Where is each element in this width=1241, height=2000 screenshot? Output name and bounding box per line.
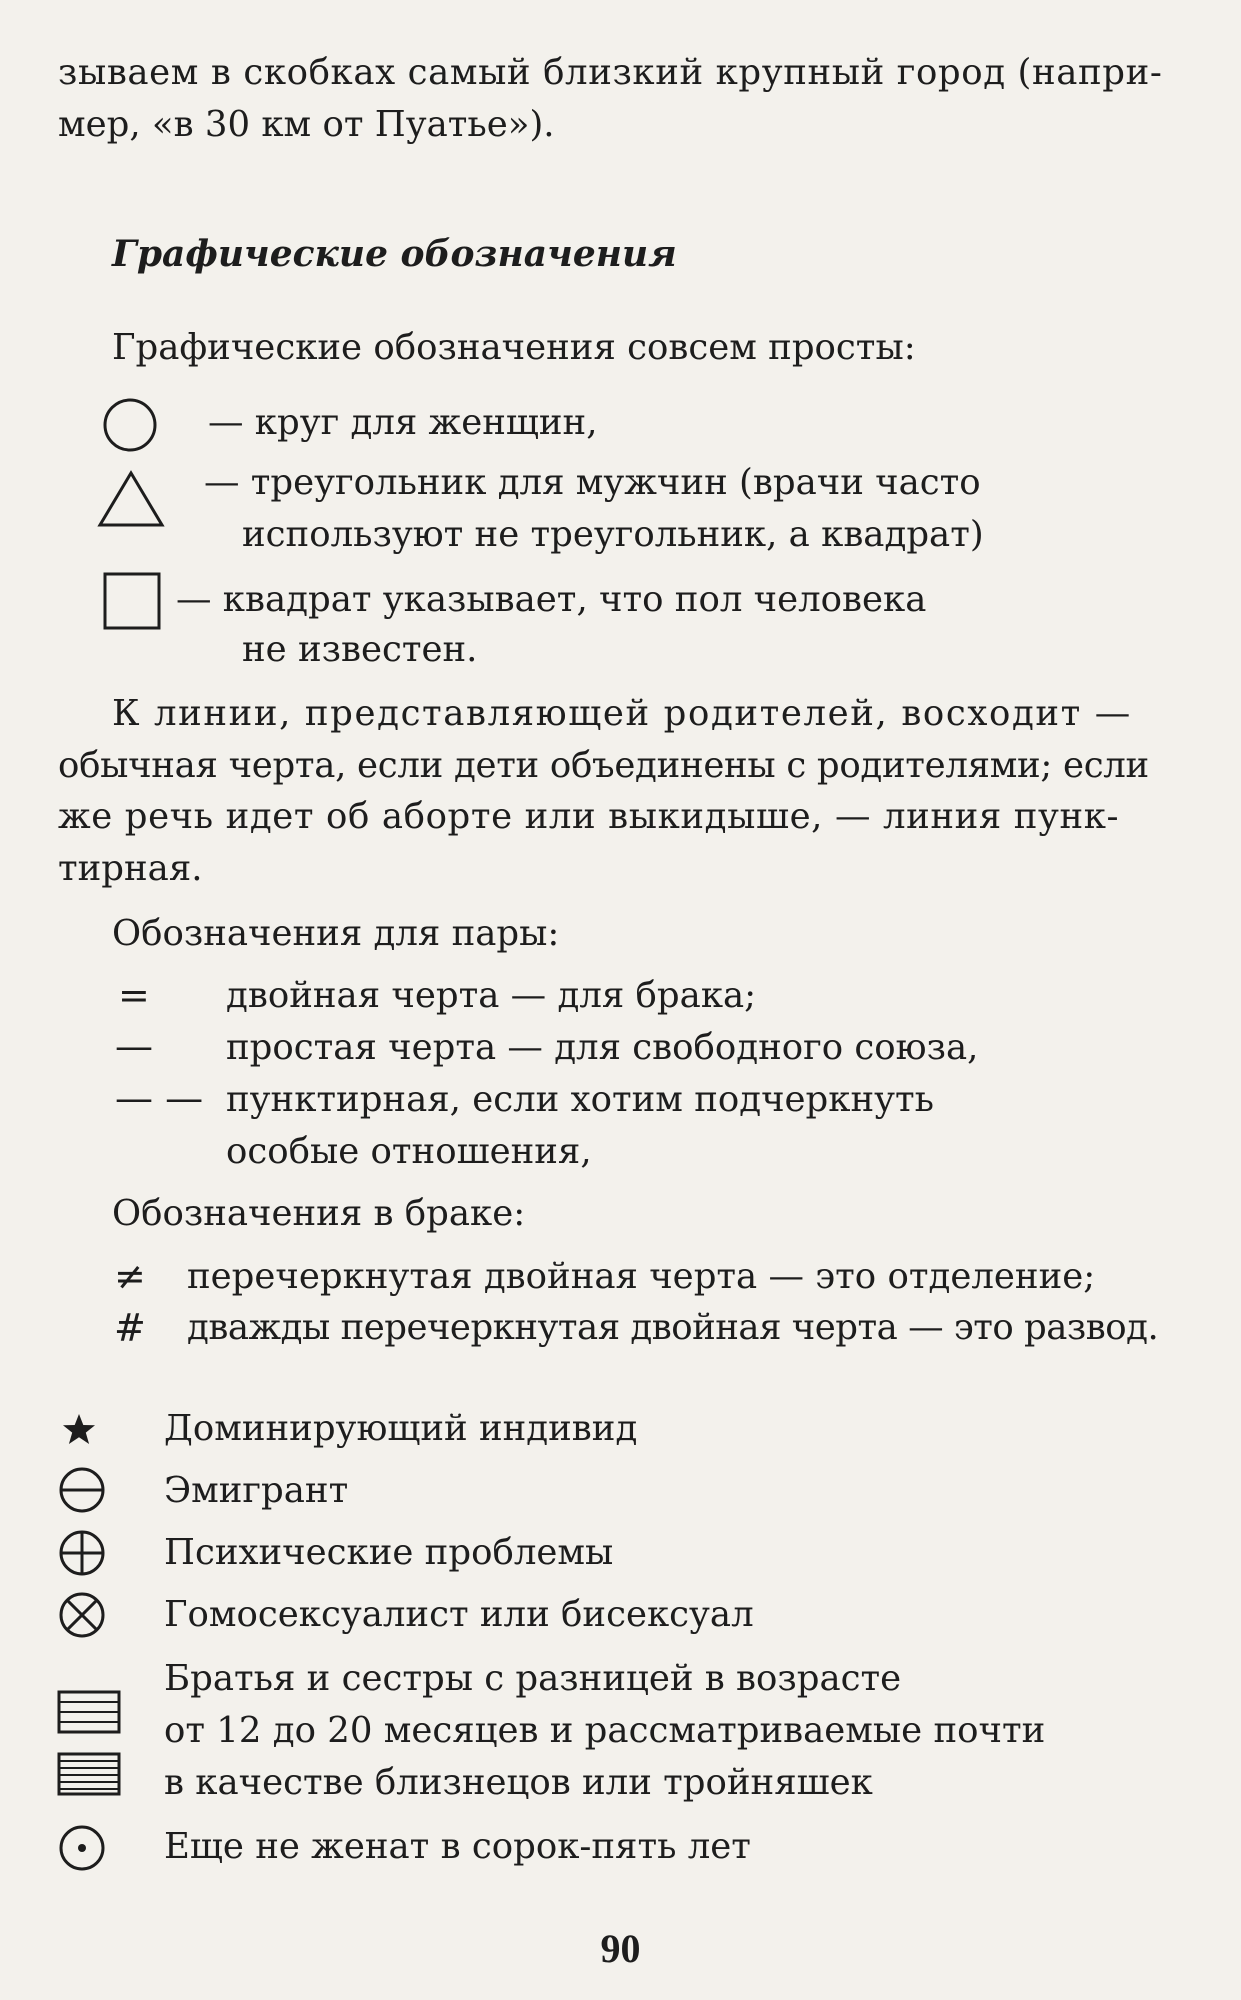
- separation-symbol: ≠: [114, 1254, 146, 1298]
- square-desc-1: — квадрат указывает, что пол человека: [176, 579, 927, 620]
- siblings-desc-3: в качестве близнецов или тройняшек: [164, 1762, 873, 1803]
- para-line-2: обычная черта, если дети объединены с родителями; если: [58, 745, 1149, 786]
- star-icon: [61, 1412, 97, 1446]
- dominant-desc: Доминирующий индивид: [164, 1408, 638, 1449]
- emigrant-desc: Эмигрант: [164, 1470, 349, 1511]
- single-line-desc: простая черта — для свободного союза,: [226, 1027, 979, 1068]
- psychic-problems-icon: [57, 1528, 107, 1578]
- psychic-problems-desc: Психические проблемы: [164, 1532, 614, 1573]
- triangle-desc-2: используют не треугольник, а квадрат): [242, 514, 984, 555]
- siblings-desc-1: Братья и сестры с разницей в возрасте: [164, 1658, 902, 1699]
- separation-desc: перечеркнутая двойная черта — это отделение;: [187, 1256, 1096, 1297]
- couple-title: Обозначения для пары:: [112, 913, 560, 954]
- page-number: 90: [600, 1926, 641, 1971]
- dotted-line-desc-1: пунктирная, если хотим подчеркнуть: [226, 1079, 934, 1120]
- circle-icon: [100, 397, 162, 453]
- intro-line-1: зываем в скобках самый близкий крупный город (напри-: [58, 52, 1163, 93]
- divorce-desc: дважды перечеркнутая двойная черта — это развод.: [187, 1307, 1159, 1348]
- siblings-desc-2: от 12 до 20 месяцев и рассматриваемые почти: [164, 1710, 1046, 1751]
- unmarried-icon: [57, 1823, 107, 1873]
- double-line-desc: двойная черта — для брака;: [226, 975, 757, 1016]
- single-line-symbol: —: [115, 1024, 153, 1068]
- lead-text: Графические обозначения совсем просты:: [112, 327, 916, 368]
- double-line-symbol: =: [118, 973, 150, 1017]
- dotted-line-desc-2: особые отношения,: [226, 1131, 592, 1172]
- triangle-icon: [96, 468, 166, 530]
- unmarried-desc: Еще не женат в сорок-пять лет: [164, 1826, 751, 1867]
- emigrant-icon: [57, 1465, 107, 1515]
- siblings-dense-lined-square-icon: [57, 1752, 123, 1798]
- triangle-desc-1: — треугольник для мужчин (врачи часто: [204, 462, 981, 503]
- divorce-symbol: #: [114, 1306, 146, 1350]
- para-line-4: тирная.: [58, 848, 203, 889]
- dotted-line-symbol: — —: [115, 1076, 204, 1120]
- intro-line-2: мер, «в 30 км от Пуатье»).: [58, 104, 555, 145]
- marriage-title: Обозначения в браке:: [112, 1193, 526, 1234]
- square-icon: [103, 572, 163, 632]
- siblings-lined-square-icon: [57, 1690, 123, 1736]
- square-desc-2: не известен.: [242, 629, 478, 670]
- para-line-1: К линии, представляющей родителей, восходит —: [112, 693, 1132, 734]
- circle-desc: — круг для женщин,: [208, 402, 598, 443]
- section-heading: Графические обозначения: [112, 233, 677, 275]
- homosexual-desc: Гомосексуалист или бисексуал: [164, 1594, 754, 1635]
- para-line-3: же речь идет об аборте или выкидыше, — линия пунк-: [58, 796, 1120, 837]
- homosexual-icon: [57, 1590, 107, 1640]
